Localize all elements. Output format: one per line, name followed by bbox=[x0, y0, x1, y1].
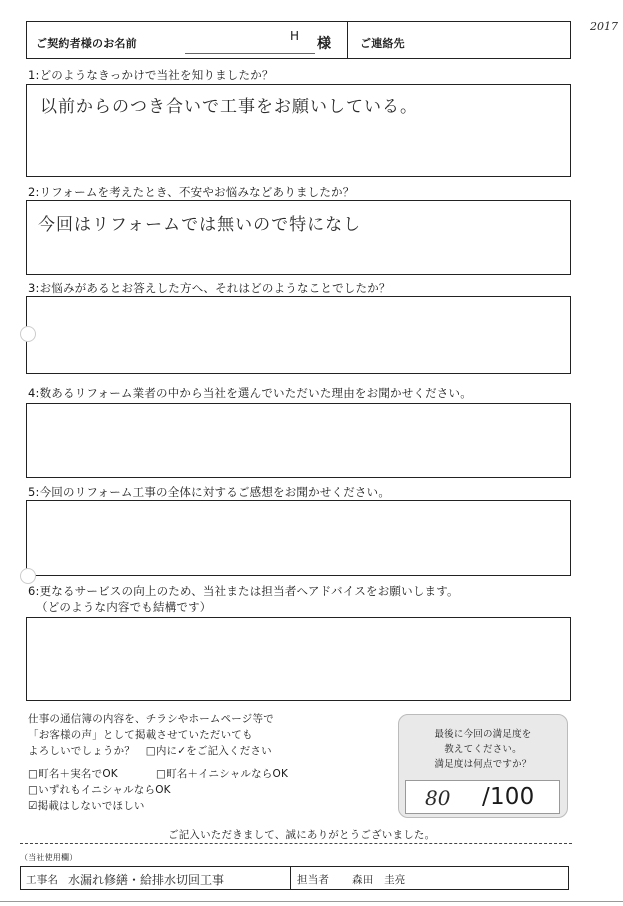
satisfaction-line-3: 満足度は何点ですか？ bbox=[434, 759, 532, 770]
office-use-label: （当社使用欄） bbox=[20, 853, 78, 862]
question-2-label: 2:リフォームを考えたとき、不安やお悩みなどありましたか？ bbox=[28, 185, 355, 199]
question-5-answer-box[interactable] bbox=[26, 500, 571, 576]
question-1-answer: 以前からのつき合いで工事をお願いしている。 bbox=[40, 97, 418, 117]
consent-line-2: 「お客様の声」として掲載させていただいても bbox=[28, 729, 253, 741]
question-1-label: 1:どのようなきっかけで当社を知りましたか？ bbox=[28, 68, 274, 82]
page-bottom-edge bbox=[0, 901, 623, 902]
consent-option-1[interactable]: □町名＋実名でOK bbox=[28, 768, 118, 780]
consent-line-1: 仕事の通信簿の内容を、チラシやホームページ等で bbox=[28, 713, 274, 725]
score-max: /100 bbox=[482, 784, 535, 810]
cut-line bbox=[20, 843, 572, 844]
question-4-answer-box[interactable] bbox=[26, 403, 571, 478]
question-6-sublabel: （どのような内容でも結構です） bbox=[36, 600, 212, 614]
staff-value: 森田 圭亮 bbox=[352, 874, 406, 886]
question-6-answer-box[interactable] bbox=[26, 617, 571, 701]
consent-option-2[interactable]: □町名＋イニシャルならOK bbox=[156, 768, 289, 780]
consent-option-4[interactable]: ☑掲載はしないでほしい bbox=[28, 800, 145, 812]
question-4-label: 4:数あるリフォーム業者の中から当社を選んでいただいた理由をお聞かせください。 bbox=[28, 386, 472, 400]
question-5-label: 5:今回のリフォーム工事の全体に対するご感想をお聞かせください。 bbox=[28, 485, 391, 499]
office-divider bbox=[290, 866, 291, 890]
year-note: 2017 bbox=[590, 20, 618, 33]
thanks-message: ご記入いただきまして、誠にありがとうございました。 bbox=[168, 829, 436, 841]
sama-label: 様 bbox=[317, 36, 332, 52]
work-name-value: 水漏れ修繕・給排水切回工事 bbox=[68, 873, 225, 887]
score-value: 80 bbox=[425, 786, 451, 810]
punch-hole-1 bbox=[20, 326, 36, 342]
header-divider bbox=[347, 21, 348, 59]
staff-label: 担当者 bbox=[297, 874, 330, 886]
question-3-answer-box[interactable] bbox=[26, 296, 571, 374]
name-value: H bbox=[290, 29, 300, 43]
question-6-label: 6:更なるサービスの向上のため、当社または担当者へアドバイスをお願いします。 bbox=[28, 584, 459, 598]
satisfaction-line-1: 最後に今回の満足度を bbox=[434, 729, 532, 740]
contact-label: ご連絡先 bbox=[360, 37, 405, 50]
work-name-label: 工事名 bbox=[26, 874, 59, 886]
punch-hole-2 bbox=[20, 568, 36, 584]
satisfaction-line-2: 教えてください。 bbox=[444, 744, 522, 755]
consent-line-3: よろしいでしょうか？ □内に✓をご記入ください bbox=[28, 745, 272, 757]
question-2-answer: 今回はリフォームでは無いので特になし bbox=[38, 215, 362, 235]
consent-option-3[interactable]: □いずれもイニシャルならOK bbox=[28, 784, 171, 796]
name-underline bbox=[185, 53, 315, 54]
name-label: ご契約者様のお名前 bbox=[36, 37, 137, 50]
question-3-label: 3:お悩みがあるとお答えした方へ、それはどのようなことでしたか？ bbox=[28, 281, 391, 295]
